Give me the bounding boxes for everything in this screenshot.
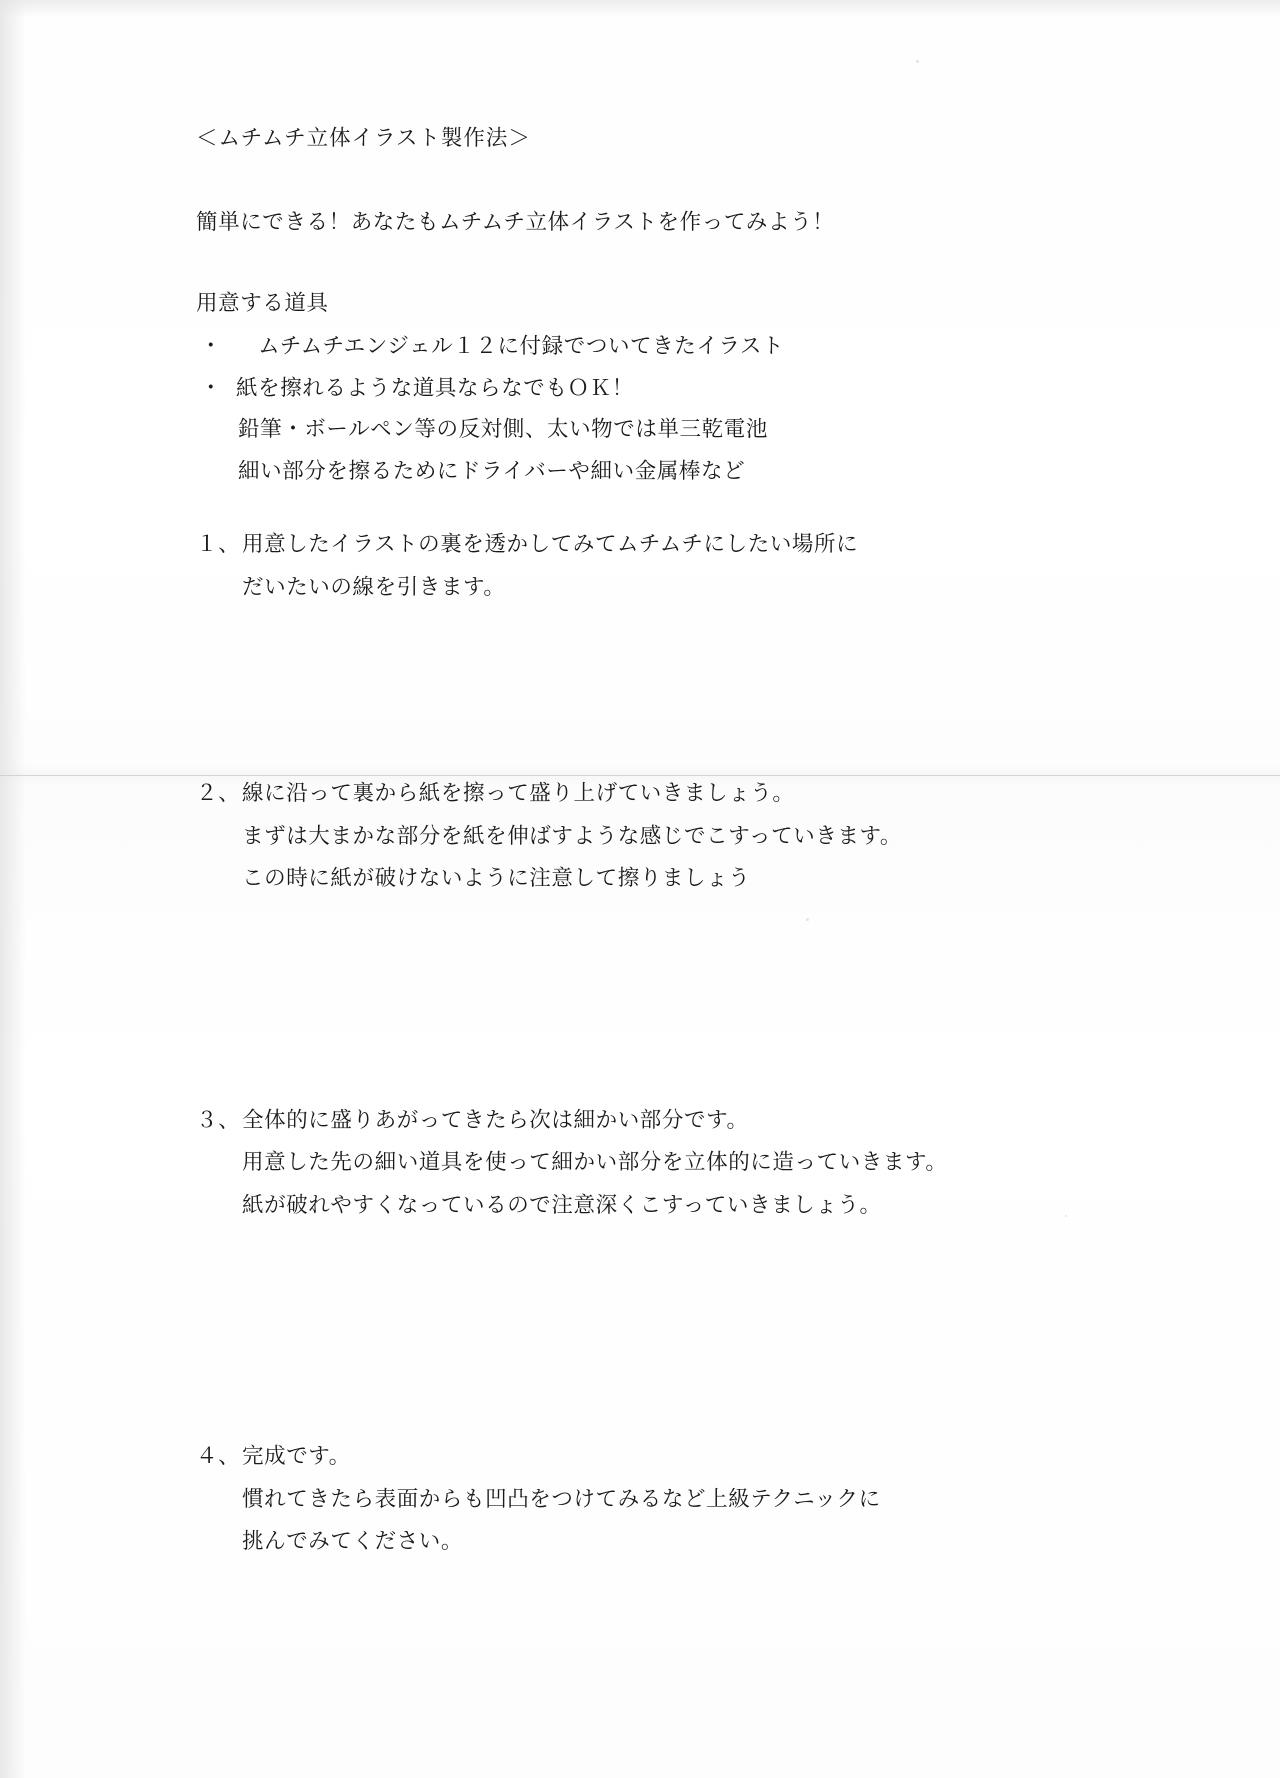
step-line: だいたいの線を引きます。	[242, 574, 506, 599]
step-body	[242, 534, 1076, 598]
step-body	[242, 783, 1076, 890]
step-line: この時に紙が破けないように注意して擦りましょう	[242, 866, 751, 890]
tools-list	[196, 336, 1076, 482]
step-1	[196, 534, 1076, 598]
step-line: 紙が破れやすくなっているので注意深くこすっていきましょう。	[242, 1192, 882, 1217]
step-line: 全体的に盛りあがってきたら次は細かい部分です。	[242, 1107, 749, 1132]
document-title: ＜ムチムチ立体イラスト製作法＞	[196, 126, 531, 150]
step-line: 完成です。	[242, 1444, 351, 1468]
step-number: １、	[196, 532, 241, 556]
step-line: 線に沿って裏から紙を擦って盛り上げていきましょう。	[242, 781, 795, 805]
step-line: 挑んでみてください。	[242, 1529, 464, 1553]
step-3	[196, 1107, 1076, 1217]
document-lead: 簡単にできる！あなたもムチムチ立体イラストを作ってみよう！	[196, 209, 835, 234]
bullet-marker: ・	[200, 375, 223, 400]
step-2	[196, 783, 1076, 890]
tool-text: 紙を擦れるような道具ならなでもＯＫ！	[236, 375, 634, 400]
step-number: ３、	[196, 1107, 241, 1132]
step-line: まずは大まかな部分を紙を伸ばすような感じでこすっていきます。	[242, 823, 902, 848]
bullet-marker: ・	[200, 334, 223, 358]
list-item	[196, 336, 1076, 358]
paper-speck	[916, 60, 919, 63]
page-left-shadow	[0, 0, 26, 1778]
step-line: 用意したイラストの裏を透かしてみてムチムチにしたい場所に	[242, 532, 859, 556]
list-item	[196, 375, 1076, 483]
tool-subtext: 細い部分を擦るためにドライバーや細い金属棒など	[238, 458, 746, 483]
step-line: 慣れてきたら表面からも凹凸をつけてみるなど上級テクニックに	[242, 1486, 881, 1511]
document-body	[196, 128, 1076, 1553]
page-top-shadow	[0, 0, 1280, 18]
tools-heading: 用意する道具	[196, 291, 329, 315]
step-4	[196, 1446, 1076, 1553]
step-number: ２、	[196, 781, 241, 805]
step-line: 用意した先の細い道具を使って細かい部分を立体的に造っていきます。	[242, 1150, 948, 1174]
step-body	[242, 1107, 1076, 1217]
tool-subtext: 鉛筆・ボールペン等の反対側、太い物では単三乾電池	[238, 417, 768, 441]
tool-text: ムチムチエンジェル１２に付録でついてきたイラスト	[236, 334, 785, 358]
steps-list	[196, 534, 1076, 1553]
step-number: ４、	[196, 1444, 241, 1468]
step-body	[242, 1446, 1076, 1553]
